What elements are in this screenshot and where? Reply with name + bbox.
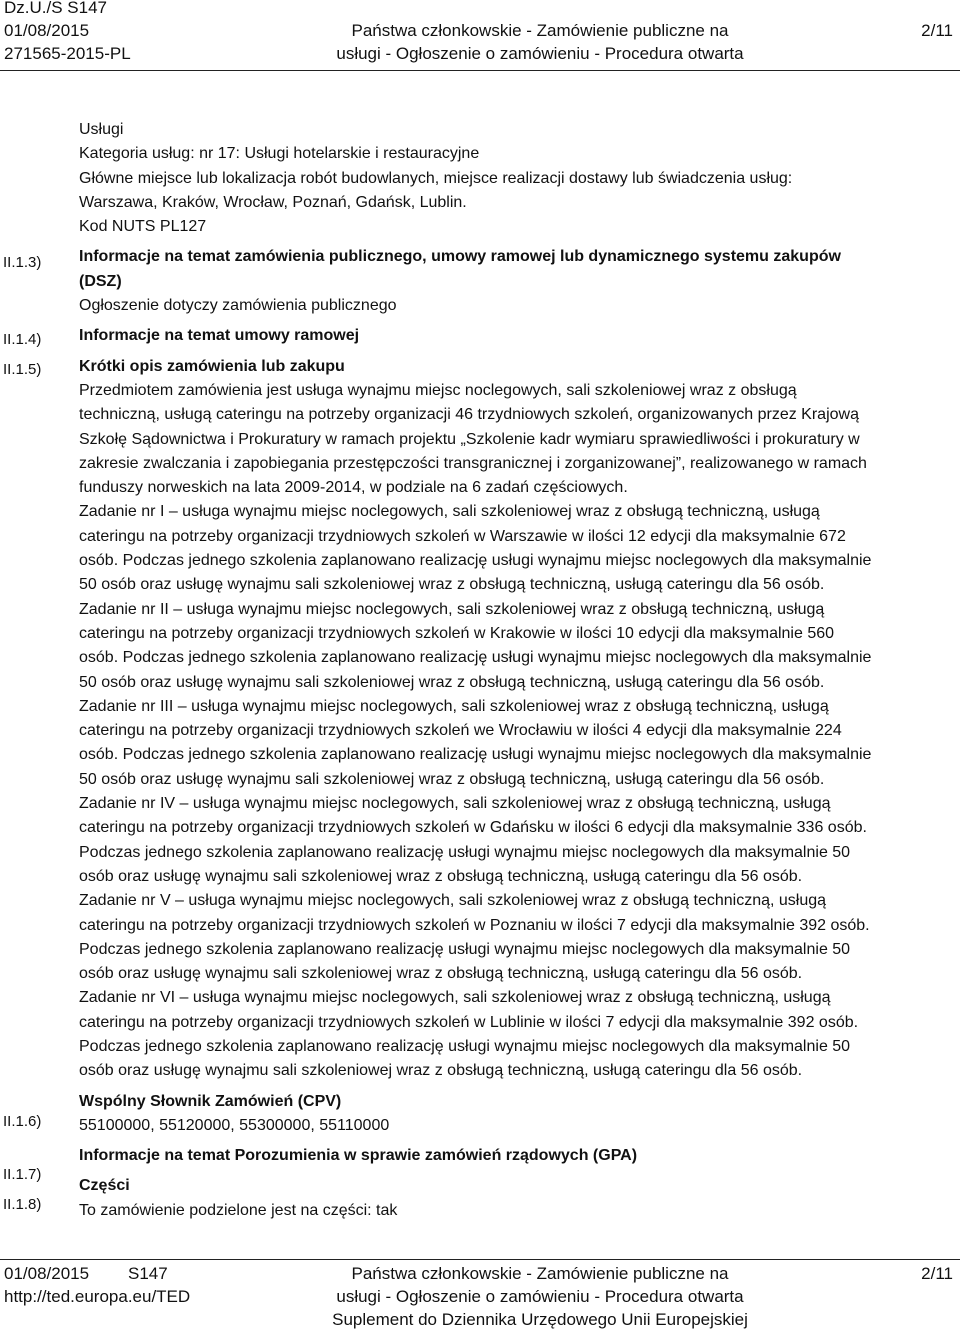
document-body [79, 118, 957, 1223]
section-number-ii-1-5: II.1.5) [3, 361, 42, 378]
description-line: cateringu na potrzeby organizacji trzydniowych szkoleń w Warszawie w ilości 12 edycji dla maksymalnie 672 [79, 527, 846, 545]
footer-date: 01/08/2015 [4, 1264, 90, 1283]
section-title-ii-1-6: Wspólny Słownik Zamówień (CPV) [79, 1092, 342, 1110]
location-label: Główne miejsce lub lokalizacja robót budowlanych, miejsce realizacji dostawy lub świadczenia usług: [79, 169, 793, 187]
description-line: Podczas jednego szkolenia zaplanowano realizację usługi wynajmu miejsc noclegowych dla maksymalnie 50 [79, 1037, 851, 1055]
description-line: Podczas jednego szkolenia zaplanowano realizację usługi wynajmu miejsc noclegowych dla maksymalnie 50 [79, 940, 851, 958]
description-line: Zadanie nr II – usługa wynajmu miejsc noclegowych, sali szkoleniowej wraz z obsługą techniczną, usługą [79, 600, 825, 618]
footer-title-line2: usługi - Ogłoszenie o zamówieniu - Procedura otwarta [336, 1287, 744, 1306]
header-date: 01/08/2015 [4, 21, 90, 40]
header-title-line2: usługi - Ogłoszenie o zamówieniu - Procedura otwarta [336, 44, 744, 63]
description-line: 50 osób oraz usługę wynajmu sali szkoleniowej wraz z obsługą techniczną, usługą cateringu dla 56 osób. [79, 576, 825, 594]
section-title-ii-1-3-cont: (DSZ) [79, 272, 122, 290]
service-type: Usługi [79, 121, 124, 138]
description-line: Zadanie nr I – usługa wynajmu miejsc noclegowych, sali szkoleniowej wraz z obsługą techniczną, usługą [79, 503, 820, 521]
description-line: osób. Podczas jednego szkolenia zaplanowano realizację usługi wynajmu miejsc noclegowych dla maksymalnie [79, 746, 872, 764]
location-value: Warszawa, Kraków, Wrocław, Poznań, Gdańsk, Lublin. [79, 193, 467, 211]
header-title-line1: Państwa członkowskie - Zamówienie publiczne na [351, 21, 729, 40]
description-line: cateringu na potrzeby organizacji trzydniowych szkoleń we Wrocławiu w ilości 4 edycji dla maksymalnie 224 [79, 722, 842, 740]
description-line: Zadanie nr VI – usługa wynajmu miejsc noclegowych, sali szkoleniowej wraz z obsługą techniczną, usługą [79, 989, 831, 1007]
description-line: Szkołę Sądownictwa i Prokuratury w ramach projektu „Szkolenie kadr wymiaru sprawiedliwości i prokuratury w [79, 430, 860, 448]
description-line: Podczas jednego szkolenia zaplanowano realizację usługi wynajmu miejsc noclegowych dla maksymalnie 50 [79, 843, 851, 861]
description-line: osób. Podczas jednego szkolenia zaplanowano realizację usługi wynajmu miejsc noclegowych dla maksymalnie [79, 552, 872, 570]
description-line: techniczną, usługą cateringu na potrzeby organizacji 46 trzydniowych szkoleń, organizowanych przez Krajową [79, 406, 859, 424]
section-number-ii-1-4: II.1.4) [3, 331, 42, 348]
section-title-ii-1-3: Informacje na temat zamówienia publicznego, umowy ramowej lub dynamicznego systemu zakupów [79, 248, 841, 266]
section-title-ii-1-4: Informacje na temat umowy ramowej [79, 327, 360, 345]
ted-link[interactable]: http://ted.europa.eu/TED [4, 1287, 191, 1306]
document-number: 271565-2015-PL [4, 44, 131, 63]
description-line: Zadanie nr V – usługa wynajmu miejsc noclegowych, sali szkoleniowej wraz z obsługą techniczną, usługą [79, 892, 827, 910]
service-category: Kategoria usług: nr 17: Usługi hotelarskie i restauracyjne [79, 145, 480, 163]
section-number-ii-1-3: II.1.3) [3, 254, 42, 271]
description-line: cateringu na potrzeby organizacji trzydniowych szkoleń w Lublinie w ilości 7 edycji dla maksymalnie 392 osób. [79, 1013, 859, 1031]
section-title-ii-1-8: Części [79, 1177, 130, 1195]
section-number-ii-1-8: II.1.8) [3, 1196, 42, 1213]
footer-issue: S147 [128, 1264, 168, 1283]
lots-info: To zamówienie podzielone jest na części: tak [79, 1201, 398, 1219]
description-line: 50 osób oraz usługę wynajmu sali szkoleniowej wraz z obsługą techniczną, usługą cateringu dla 56 osób. [79, 673, 825, 691]
section-number-ii-1-6: II.1.6) [3, 1113, 42, 1130]
description-line: osób oraz usługę wynajmu sali szkoleniowej wraz z obsługą techniczną, usługą cateringu dla 56 osób. [79, 1062, 803, 1080]
description-line: Zadanie nr IV – usługa wynajmu miejsc noclegowych, sali szkoleniowej wraz z obsługą techniczną, usługą [79, 795, 831, 813]
section-number-ii-1-7: II.1.7) [3, 1166, 42, 1183]
header-page-number: 2/11 [921, 21, 953, 40]
section-text-ii-1-3: Ogłoszenie dotyczy zamówienia publicznego [79, 297, 397, 315]
section-title-ii-1-7: Informacje na temat Porozumienia w sprawie zamówień rządowych (GPA) [79, 1147, 638, 1165]
nuts-code: Kod NUTS PL127 [79, 218, 207, 236]
footer-title-line3: Suplement do Dziennika Urzędowego Unii Europejskiej [332, 1310, 748, 1329]
description-line: osób oraz usługę wynajmu sali szkoleniowej wraz z obsługą techniczną, usługą cateringu dla 56 osób. [79, 867, 803, 885]
cpv-codes: 55100000, 55120000, 55300000, 55110000 [79, 1116, 390, 1134]
description-line: cateringu na potrzeby organizacji trzydniowych szkoleń w Poznaniu w ilości 7 edycji dla maksymalnie 392 osób. [79, 916, 870, 934]
journal-ref: Dz.U./S S147 [4, 0, 107, 17]
footer-title-line1: Państwa członkowskie - Zamówienie publiczne na [351, 1264, 729, 1283]
description-line: funduszy norweskich na lata 2009-2014, w podziale na 6 zadań częściowych. [79, 479, 628, 497]
footer-divider [0, 1259, 960, 1260]
description-line: osób. Podczas jednego szkolenia zaplanowano realizację usługi wynajmu miejsc noclegowych dla maksymalnie [79, 649, 872, 667]
description-line: cateringu na potrzeby organizacji trzydniowych szkoleń w Krakowie w ilości 10 edycji dla maksymalnie 560 [79, 624, 835, 642]
description-line: osób oraz usługę wynajmu sali szkoleniowej wraz z obsługą techniczną, usługą cateringu dla 56 osób. [79, 965, 803, 983]
description-line: cateringu na potrzeby organizacji trzydniowych szkoleń w Gdańsku w ilości 6 edycji dla maksymalnie 336 osób. [79, 819, 867, 837]
header-divider [0, 70, 960, 71]
description-line: Zadanie nr III – usługa wynajmu miejsc noclegowych, sali szkoleniowej wraz z obsługą techniczną, usługą [79, 697, 829, 715]
footer-page-number: 2/11 [921, 1264, 953, 1283]
contract-description [79, 379, 957, 1084]
description-line: zakresie zwalczania i zapobiegania przestępczości transgranicznej i zorganizowanej”, realizowanego w ramach [79, 454, 867, 472]
description-line: Przedmiotem zamówienia jest usługa wynajmu miejsc noclegowych, sali szkoleniowej wraz z obsługą [79, 381, 797, 399]
section-title-ii-1-5: Krótki opis zamówienia lub zakupu [79, 357, 345, 375]
description-line: 50 osób oraz usługę wynajmu sali szkoleniowej wraz z obsługą techniczną, usługą cateringu dla 56 osób. [79, 770, 825, 788]
